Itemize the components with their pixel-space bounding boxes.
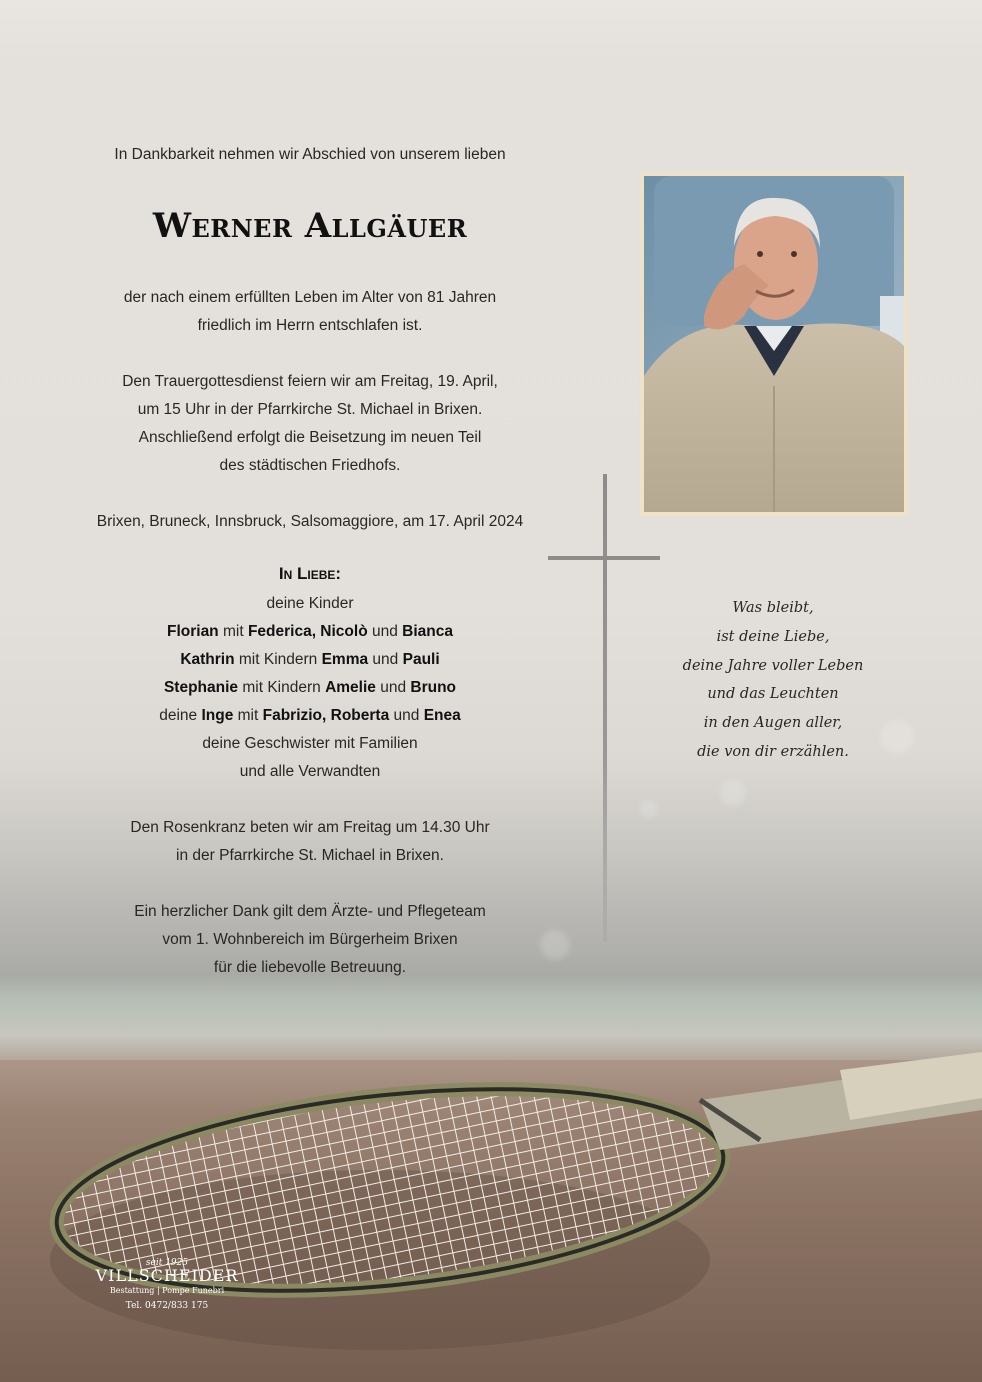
- text-line: Den Rosenkranz beten wir am Freitag um 14.30 Uhr: [130, 819, 490, 836]
- death-notice: [60, 284, 560, 340]
- quote-line: deine Jahre voller Leben: [682, 657, 864, 674]
- logo-since: seit 1925: [145, 1258, 189, 1268]
- funeral-service-info: [60, 368, 560, 480]
- family-line: und alle Verwandten: [239, 763, 381, 780]
- logo-name: VILLSCHEIDER: [95, 1266, 239, 1285]
- family-line: Florian mit Federica, Nicolò und Bianca: [166, 623, 453, 640]
- portrait-photo: [644, 176, 904, 512]
- text-line: in der Pfarrkirche St. Michael in Brixen.: [176, 847, 444, 864]
- funeral-home-logo: [92, 1258, 242, 1311]
- family-line: Kathrin mit Kindern Emma und Pauli: [180, 651, 440, 668]
- quote-line: Was bleibt,: [732, 600, 814, 616]
- text-line: friedlich im Herrn entschlafen ist.: [197, 317, 423, 334]
- logo-phone: Tel. 0472/833 175: [125, 1301, 209, 1311]
- family-line: deine Inge mit Fabrizio, Roberta und Enea: [159, 707, 461, 724]
- family-line: deine Kinder: [266, 595, 354, 612]
- background-bokeh: [720, 780, 746, 806]
- text-line: Ein herzlicher Dank gilt dem Ärzte- und Pflegeteam: [134, 903, 486, 920]
- place-date: Brixen, Bruneck, Innsbruck, Salsomaggiore, am 17. April 2024: [96, 513, 524, 530]
- rosary-info: [60, 814, 560, 870]
- cross-icon-bar: [548, 556, 660, 560]
- text-line: der nach einem erfüllten Leben im Alter von 81 Jahren: [123, 289, 497, 306]
- text-line: um 15 Uhr in der Pfarrkirche St. Michael in Brixen.: [137, 401, 483, 418]
- family-line: Stephanie mit Kindern Amelie und Bruno: [163, 679, 457, 696]
- thanks-note: [60, 898, 560, 982]
- family-line: deine Geschwister mit Familien: [202, 735, 418, 752]
- background-bokeh: [640, 800, 658, 818]
- text-line: vom 1. Wohnbereich im Bürgerheim Brixen: [162, 931, 458, 948]
- deceased-name: Werner Allgäuer: [152, 206, 468, 246]
- text-line: Anschließend erfolgt die Beisetzung im neuen Teil: [138, 429, 482, 446]
- quote-line: und das Leuchten: [707, 686, 839, 703]
- logo-subtitle: Bestattung | Pompe Funebri: [109, 1286, 225, 1295]
- quote-line: ist deine Liebe,: [716, 628, 830, 645]
- tennis-racket-image: [0, 1040, 982, 1382]
- mourners-list: [60, 590, 560, 786]
- quote-line: die von dir erzählen.: [697, 743, 849, 760]
- mourners-heading: In Liebe:: [278, 564, 342, 583]
- quote-line: in den Augen aller,: [703, 715, 843, 732]
- portrait-frame: [640, 172, 908, 516]
- text-line: für die liebevolle Betreuung.: [213, 959, 407, 976]
- memorial-quote: [660, 594, 886, 767]
- text-line: Den Trauergottesdienst feiern wir am Freitag, 19. April,: [122, 373, 498, 390]
- intro-text: In Dankbarkeit nehmen wir Abschied von unserem lieben: [114, 146, 506, 163]
- cross-icon: [603, 474, 607, 942]
- text-line: des städtischen Friedhofs.: [219, 457, 401, 474]
